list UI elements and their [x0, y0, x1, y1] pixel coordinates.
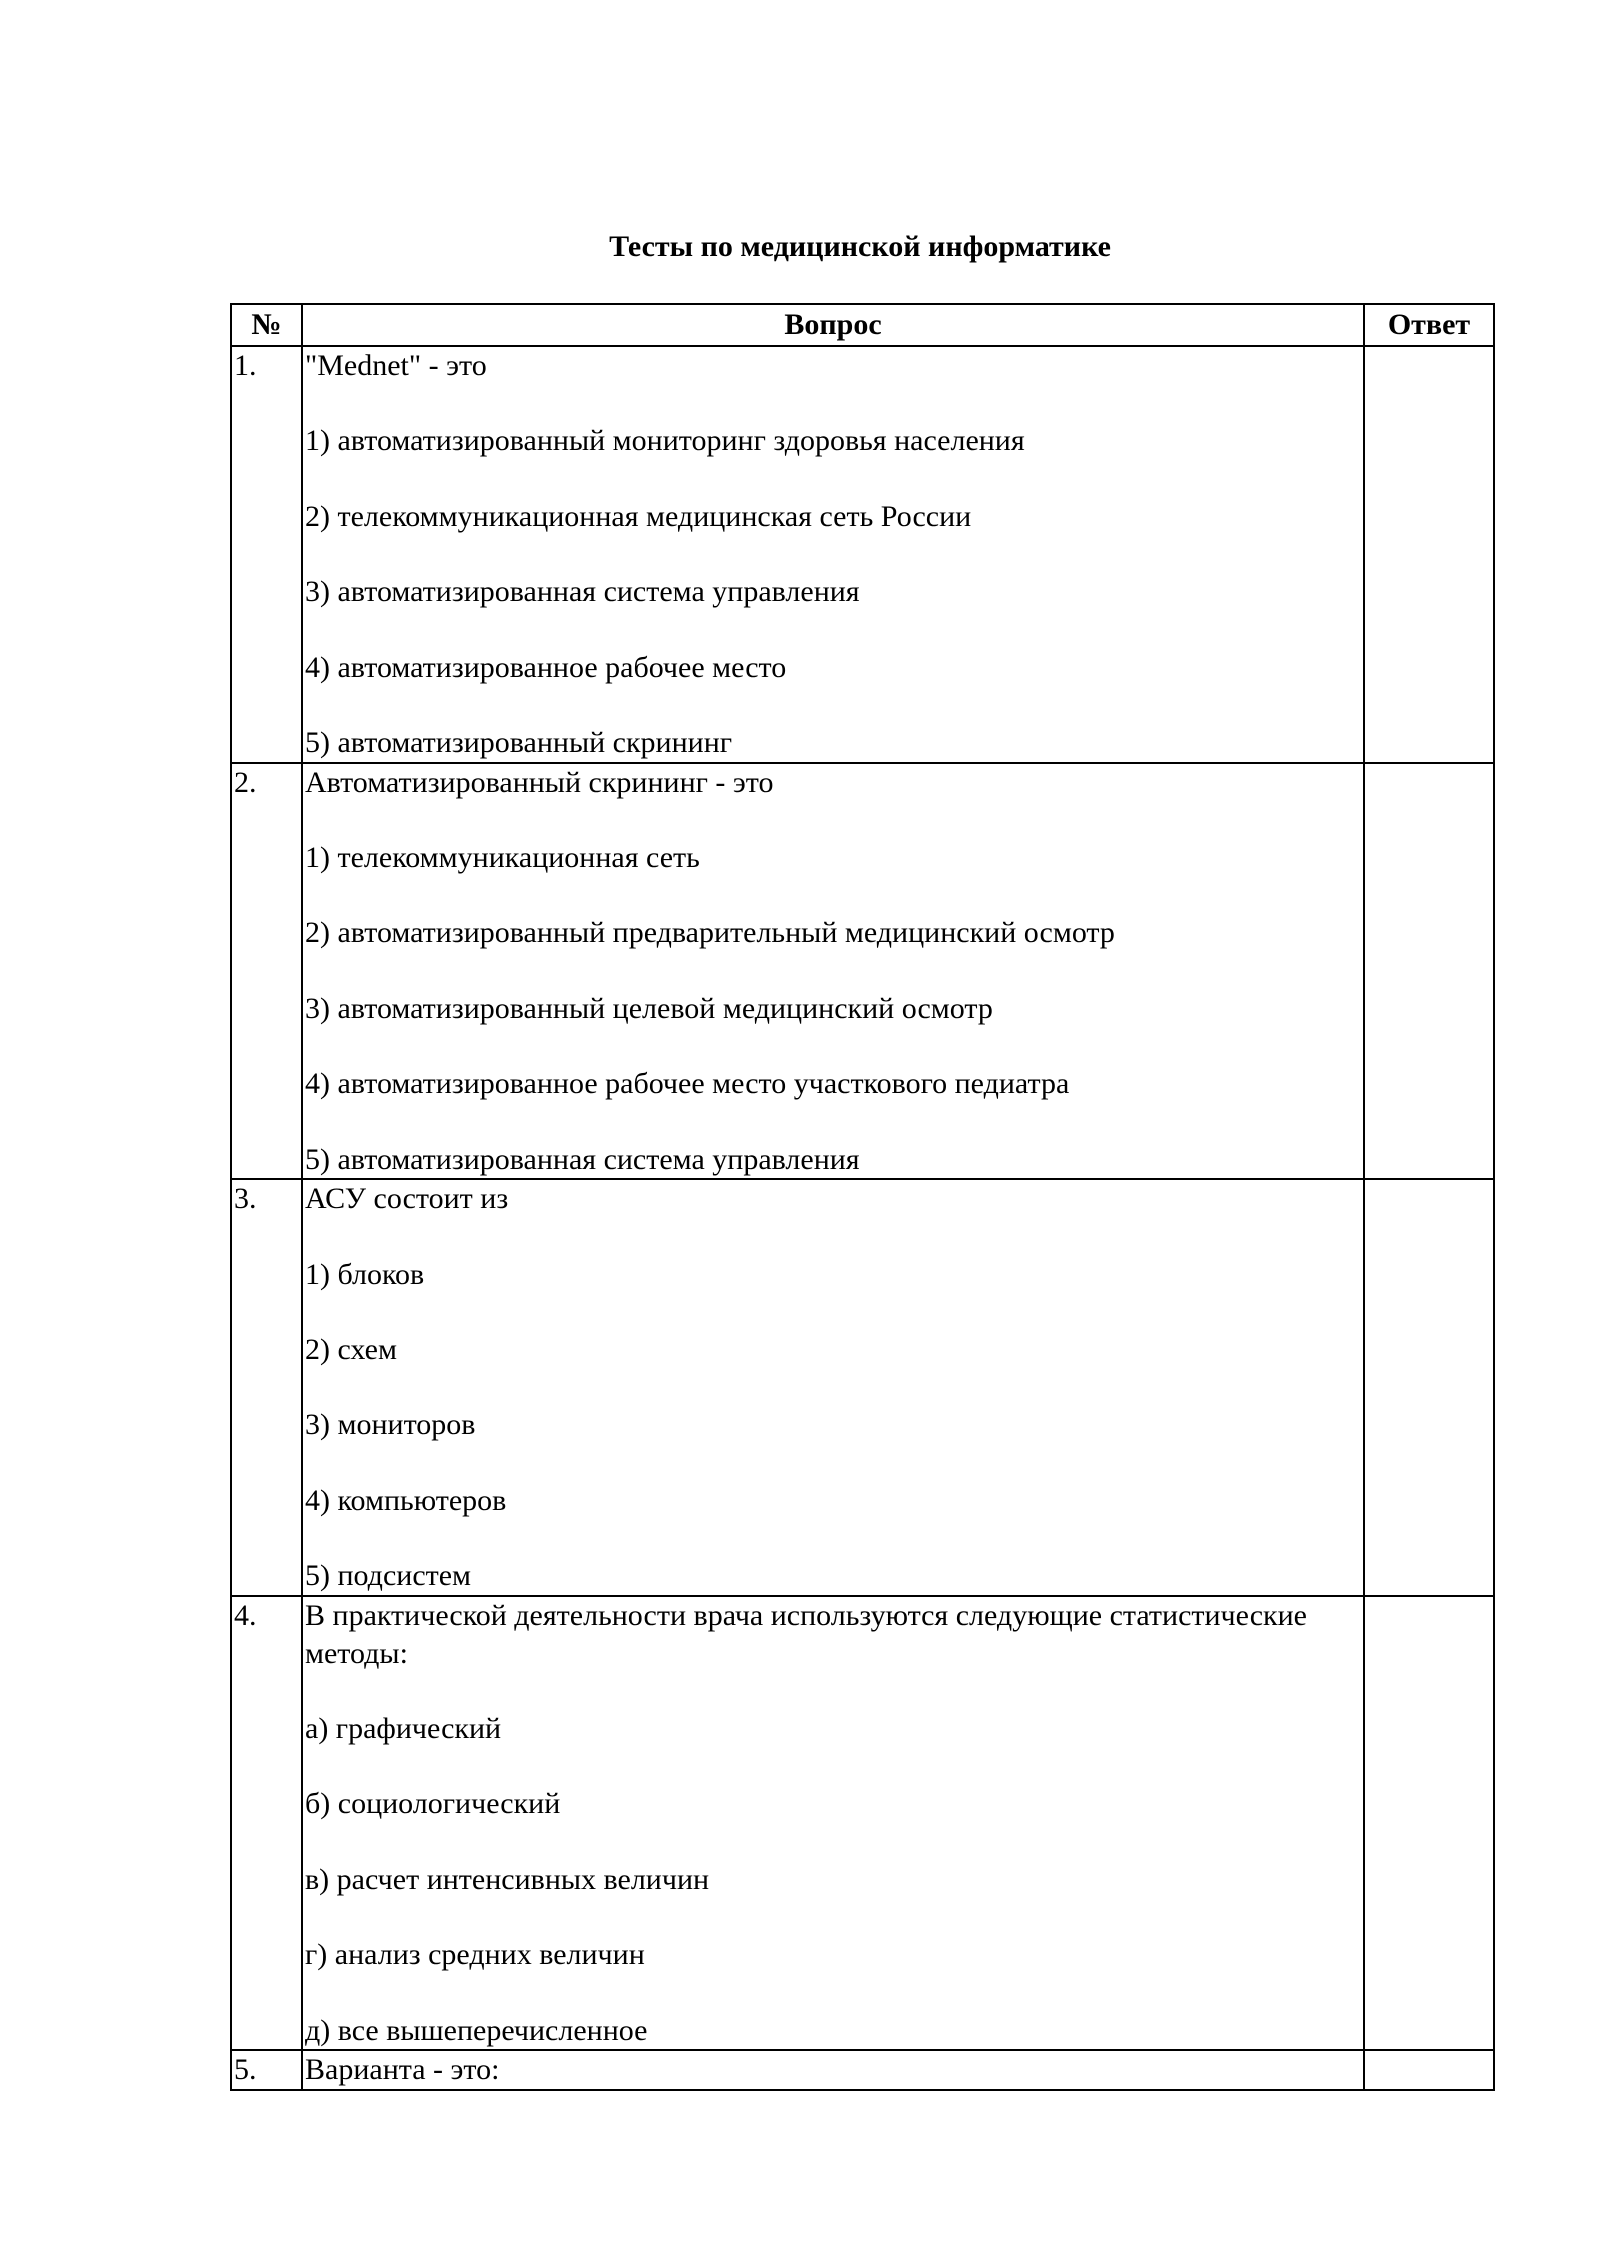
answer-cell[interactable] [1364, 763, 1494, 1180]
header-answer: Ответ [1364, 304, 1494, 346]
answer-option: 4) компьютеров [305, 1483, 507, 1517]
table-row [231, 1179, 1494, 1596]
answer-option: 5) автоматизированная система управления [305, 1142, 860, 1176]
answer-option: в) расчет интенсивных величин [305, 1862, 710, 1896]
header-question: Вопрос [302, 304, 1364, 346]
question-cell [302, 1179, 1364, 1596]
answer-cell[interactable] [1364, 346, 1494, 763]
question-text: В практической деятельности врача используются следующие статистические методы: [305, 1598, 1307, 1670]
answer-cell[interactable] [1364, 1179, 1494, 1596]
answer-cell[interactable] [1364, 1596, 1494, 2050]
row-number: 4. [231, 1596, 302, 2050]
question-cell [302, 346, 1364, 763]
question-cell [302, 2050, 1364, 2090]
question-text: Автоматизированный скрининг - это [305, 765, 774, 799]
answer-option: 5) подсистем [305, 1559, 472, 1593]
question-cell [302, 1596, 1364, 2050]
table-row [231, 346, 1494, 763]
answer-option: 4) автоматизированное рабочее место участкового педиатра [305, 1067, 1070, 1101]
row-number: 3. [231, 1179, 302, 1596]
answer-option: 1) автоматизированный мониторинг здоровья населения [305, 424, 1025, 458]
answer-option: 3) автоматизированный целевой медицинский осмотр [305, 991, 993, 1025]
answer-option: 2) схем [305, 1333, 397, 1367]
table-row [231, 763, 1494, 1180]
table-row [231, 2050, 1494, 2090]
answer-option: г) анализ средних величин [305, 1938, 645, 1972]
answer-option: 3) мониторов [305, 1408, 476, 1442]
row-number: 2. [231, 763, 302, 1180]
question-cell [302, 763, 1364, 1180]
question-text: "Mednet" - это [305, 349, 487, 382]
answer-option: д) все вышеперечисленное [305, 2013, 648, 2047]
answer-option: 1) телекоммуникационная сеть [305, 841, 700, 875]
header-num: № [231, 304, 302, 346]
table-row [231, 1596, 1494, 2050]
answer-option: б) социологический [305, 1787, 561, 1821]
question-text: АСУ состоит из [305, 1182, 509, 1216]
answer-option: 3) автоматизированная система управления [305, 575, 860, 609]
page-title: Тесты по медицинской информатике [609, 230, 1111, 263]
answer-option: 2) телекоммуникационная медицинская сеть России [305, 499, 972, 533]
question-text: Варианта - это: [305, 2053, 500, 2087]
answer-option: 4) автоматизированное рабочее место [305, 650, 787, 684]
answer-option: 5) автоматизированный скрининг [305, 725, 733, 759]
test-table [230, 303, 1495, 2091]
table-header-row [231, 304, 1494, 346]
answer-option: 1) блоков [305, 1257, 425, 1291]
answer-option: 2) автоматизированный предварительный медицинский осмотр [305, 916, 1115, 950]
answer-cell[interactable] [1364, 2050, 1494, 2090]
row-number: 1. [231, 346, 302, 763]
row-number: 5. [231, 2050, 302, 2090]
answer-option: а) графический [305, 1712, 502, 1746]
